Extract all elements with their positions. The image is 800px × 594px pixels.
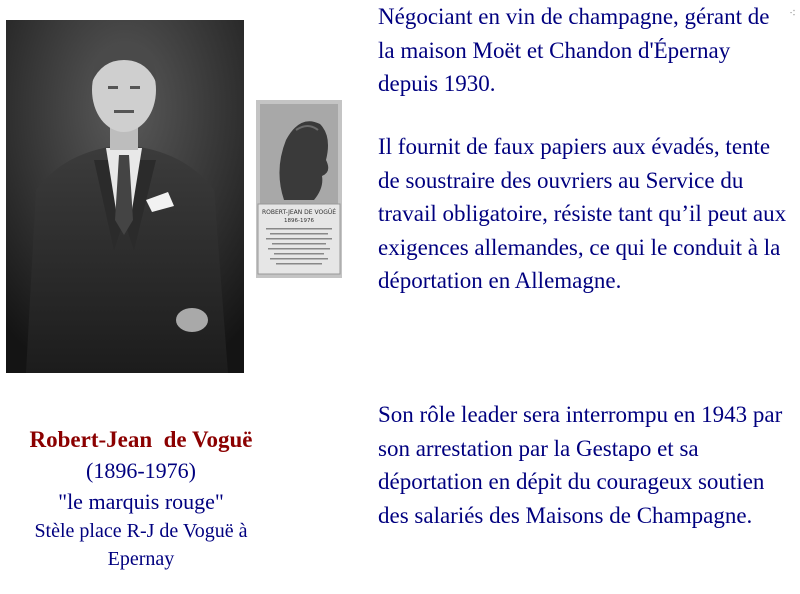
portrait-illustration <box>6 20 244 373</box>
person-nickname: "le marquis rouge" <box>58 489 224 514</box>
stele-plaque-name: ROBERT-JEAN DE VOGÜÉ <box>261 209 337 216</box>
stele-plaque-dates: 1896-1976 <box>284 218 314 224</box>
bio-paragraph-2: Il fournit de faux papiers aux évadés, tente de soustraire des ouvriers au Service du travail obligatoire, résiste tant qu’il peut aux exigences allemandes, ce qui le conduit à la déportation en Allemagne. <box>378 134 787 294</box>
stele-caption-line2: Epernay <box>107 548 175 570</box>
stele-caption-line1: Stèle place R-J de Voguë à <box>34 520 248 542</box>
person-dates: (1896-1976) <box>86 458 196 483</box>
bio-paragraph-1: Négociant en vin de champagne, gérant de la maison Moët et Chandon d'Épernay depuis 1930. <box>378 4 770 97</box>
stele-illustration <box>256 100 342 278</box>
bio-paragraph-3: Son rôle leader sera interrompu en 1943 par son arrestation par la Gestapo et sa déportation en dépit du courageux soutien des salariés des Maisons de Champagne. <box>378 402 783 528</box>
portrait-caption <box>0 424 282 573</box>
portrait-photo <box>6 20 244 373</box>
stele-photo <box>256 100 342 278</box>
corner-decoration-icon: ⁖ <box>788 6 796 20</box>
person-name: Robert-Jean de Voguë <box>29 427 253 452</box>
